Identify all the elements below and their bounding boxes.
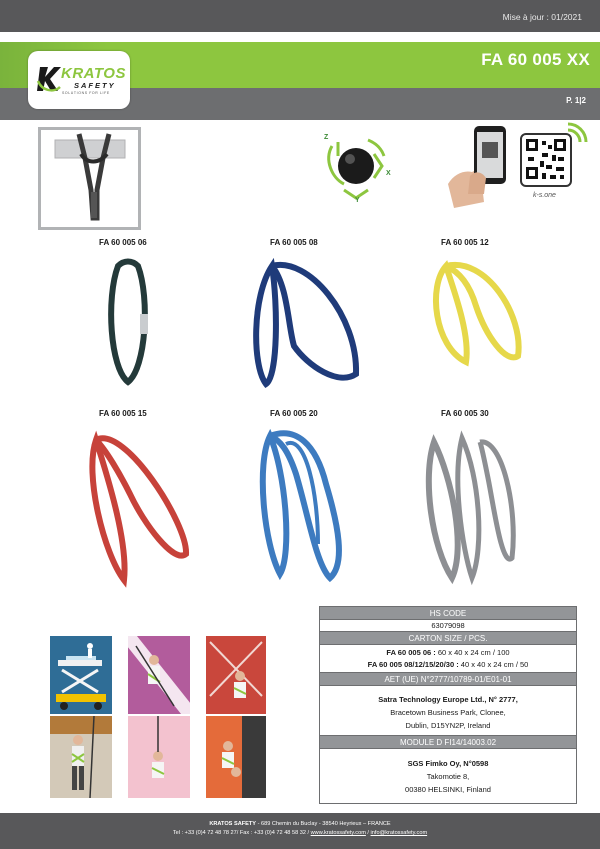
spec-table — [319, 606, 577, 804]
product-ref-30: FA 60 005 30 — [441, 409, 489, 418]
product-ref-12: FA 60 005 12 — [441, 238, 489, 247]
carton-ref-2: FA 60 005 08/12/15/20/30 : — [367, 660, 459, 669]
product-reference-title: FA 60 005 XX — [481, 50, 590, 69]
footer-contact-line — [0, 830, 600, 836]
aet-body-addr2: Dublin, D15YN2P, Ireland — [405, 721, 491, 730]
usage-suspension-icon — [128, 716, 190, 798]
logo-sub: SAFETY — [74, 81, 116, 90]
footer-separator: / — [365, 830, 371, 836]
aet-header: AET (UE) N°2777/10789-01/E01-01 — [320, 673, 576, 686]
carton-val-2: 40 x 40 x 24 cm / 50 — [458, 660, 529, 669]
logo-tagline: SOLUTIONS FOR LIFE — [62, 91, 110, 95]
usage-rescue-icon — [206, 716, 266, 798]
usage-climbing-icon — [128, 636, 190, 714]
axis-z-label: Z — [324, 134, 329, 141]
carton-ref-1: FA 60 005 06 : — [386, 648, 436, 657]
usage-scissor-lift-icon — [50, 636, 112, 714]
product-ref-15: FA 60 005 15 — [99, 409, 147, 418]
module-d-body — [320, 749, 576, 806]
aet-body — [320, 686, 576, 736]
product-ref-08: FA 60 005 08 — [270, 238, 318, 247]
footer-address: - 689 Chemin du Buclay - 38540 Heyrieux – FRANCE — [256, 821, 391, 827]
logo-mark-icon — [34, 61, 64, 95]
sling-image-06 — [104, 258, 154, 390]
top-bar — [0, 0, 600, 32]
update-date: Mise à jour : 01/2021 — [502, 12, 582, 22]
module-d-header: MODULE D FI14/14003.02 — [320, 736, 576, 749]
kratos-logo — [28, 51, 130, 109]
usage-worker-rope-icon — [50, 716, 112, 798]
wifi-signal-icon — [564, 120, 590, 146]
hs-code-value: 63079098 — [320, 620, 576, 632]
footer-address-line — [0, 821, 600, 827]
module-body-name: SGS Fimko Oy, N°0598 — [407, 759, 489, 768]
footer-phone: Tel : +33 (0)4 72 48 78 27/ Fax : +33 (0)4 72 48 58 32 / — [172, 830, 311, 836]
sling-image-30 — [422, 428, 520, 588]
sling-on-beam-illustration — [41, 130, 138, 227]
sling-image-20 — [256, 424, 346, 586]
footer — [0, 813, 600, 849]
qr-pattern-icon — [522, 135, 570, 185]
carton-val-1: 60 x 40 x 24 cm / 100 — [435, 648, 510, 657]
page-number: P. 1|2 — [566, 96, 586, 105]
logo-brand: KRATOS — [61, 65, 126, 82]
axis-y-label: Y — [355, 197, 360, 204]
module-body-addr1: Takomotie 8, — [426, 772, 470, 781]
sling-image-08 — [248, 256, 364, 392]
footer-email-link[interactable]: info@kratossafety.com — [370, 830, 428, 836]
carton-size-values — [320, 645, 576, 673]
sling-image-15 — [84, 424, 192, 588]
module-body-addr2: 00380 HELSINKI, Finland — [405, 785, 491, 794]
product-ref-06: FA 60 005 06 — [99, 238, 147, 247]
carton-size-header: CARTON SIZE / PCS. — [320, 632, 576, 645]
footer-company: KRATOS SAFETY — [209, 821, 257, 827]
axis-x-label: X — [386, 170, 391, 177]
rotation-axes-icon — [318, 126, 394, 208]
footer-website-link[interactable]: www.kratossafety.com — [310, 830, 366, 836]
product-usage-photo — [38, 127, 141, 230]
aet-body-addr1: Bracetown Business Park, Clonee, — [390, 708, 506, 717]
hs-code-header: HS CODE — [320, 607, 576, 620]
qr-caption: k-s.one — [533, 192, 556, 199]
product-ref-20: FA 60 005 20 — [270, 409, 318, 418]
aet-body-name: Satra Technology Europe Ltd., N° 2777, — [378, 695, 518, 704]
phone-scan-icon — [446, 124, 516, 208]
usage-pylon-icon — [206, 636, 266, 714]
sling-image-12 — [426, 256, 526, 368]
